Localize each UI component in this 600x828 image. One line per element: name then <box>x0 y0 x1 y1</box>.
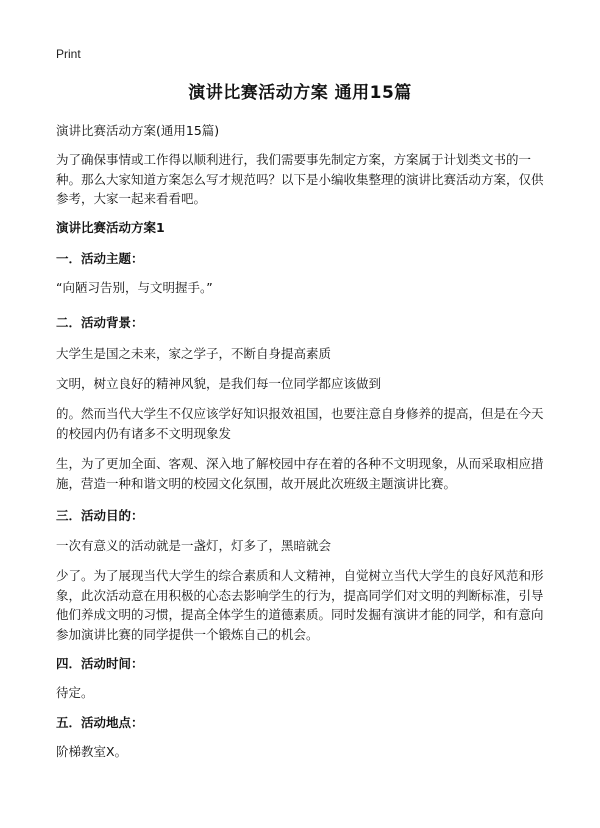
intro-paragraph: 为了确保事情或工作得以顺利进行，我们需要事先制定方案，方案属于计划类文书的一种。那么大家知道方案怎么写才规范吗？以下是小编收集整理的演讲比赛活动方案，仅供参考，大家一起来看看吧。 <box>56 152 544 206</box>
document-subtitle: 演讲比赛活动方案(通用15篇) <box>56 123 220 138</box>
heading-purpose: 三．活动目的： <box>56 508 144 523</box>
heading-theme: 一．活动主题： <box>56 251 144 266</box>
purpose-paragraph-1: 一次有意义的活动就是一盏灯，灯多了，黑暗就会 <box>56 538 332 553</box>
heading-time: 四．活动时间： <box>56 656 144 671</box>
purpose-paragraph-2: 少了。为了展现当代大学生的综合素质和人文精神，自觉树立当代大学生的良好风范和形象，此次活动意在用积极的心态去影响学生的行为，提高同学们对文明的判断标准，引导他们养成文明的习惯，提高全体学生的道德素质。同时发掘有演讲才能的同学，和有意向参加演讲比赛的同学提供一个锻炼自己的机会。 <box>56 568 544 642</box>
background-paragraph-1: 大学生是国之未来，家之学子，不断自身提高素质 <box>56 346 332 361</box>
background-paragraph-3: 的。然而当代大学生不仅应该学好知识报效祖国，也要注意自身修养的提高，但是在今天的校园内仍有诸多不文明现象发 <box>56 406 544 441</box>
location-text: 阶梯教室X。 <box>56 744 128 759</box>
print-label: Print <box>56 47 81 61</box>
theme-text: “向陋习告别，与文明握手。” <box>56 280 213 295</box>
background-paragraph-2: 文明，树立良好的精神风貌，是我们每一位同学都应该做到 <box>56 376 382 391</box>
section-title: 演讲比赛活动方案1 <box>56 220 165 235</box>
time-text: 待定。 <box>56 685 94 700</box>
background-paragraph-4: 生，为了更加全面、客观、深入地了解校园中存在着的各种不文明现象，从而采取相应措施，营造一种和谐文明的校园文化氛围，故开展此次班级主题演讲比赛。 <box>56 456 544 491</box>
document-title: 演讲比赛活动方案 通用15篇 <box>188 83 412 103</box>
heading-background: 二．活动背景： <box>56 315 144 330</box>
heading-location: 五．活动地点： <box>56 715 144 730</box>
